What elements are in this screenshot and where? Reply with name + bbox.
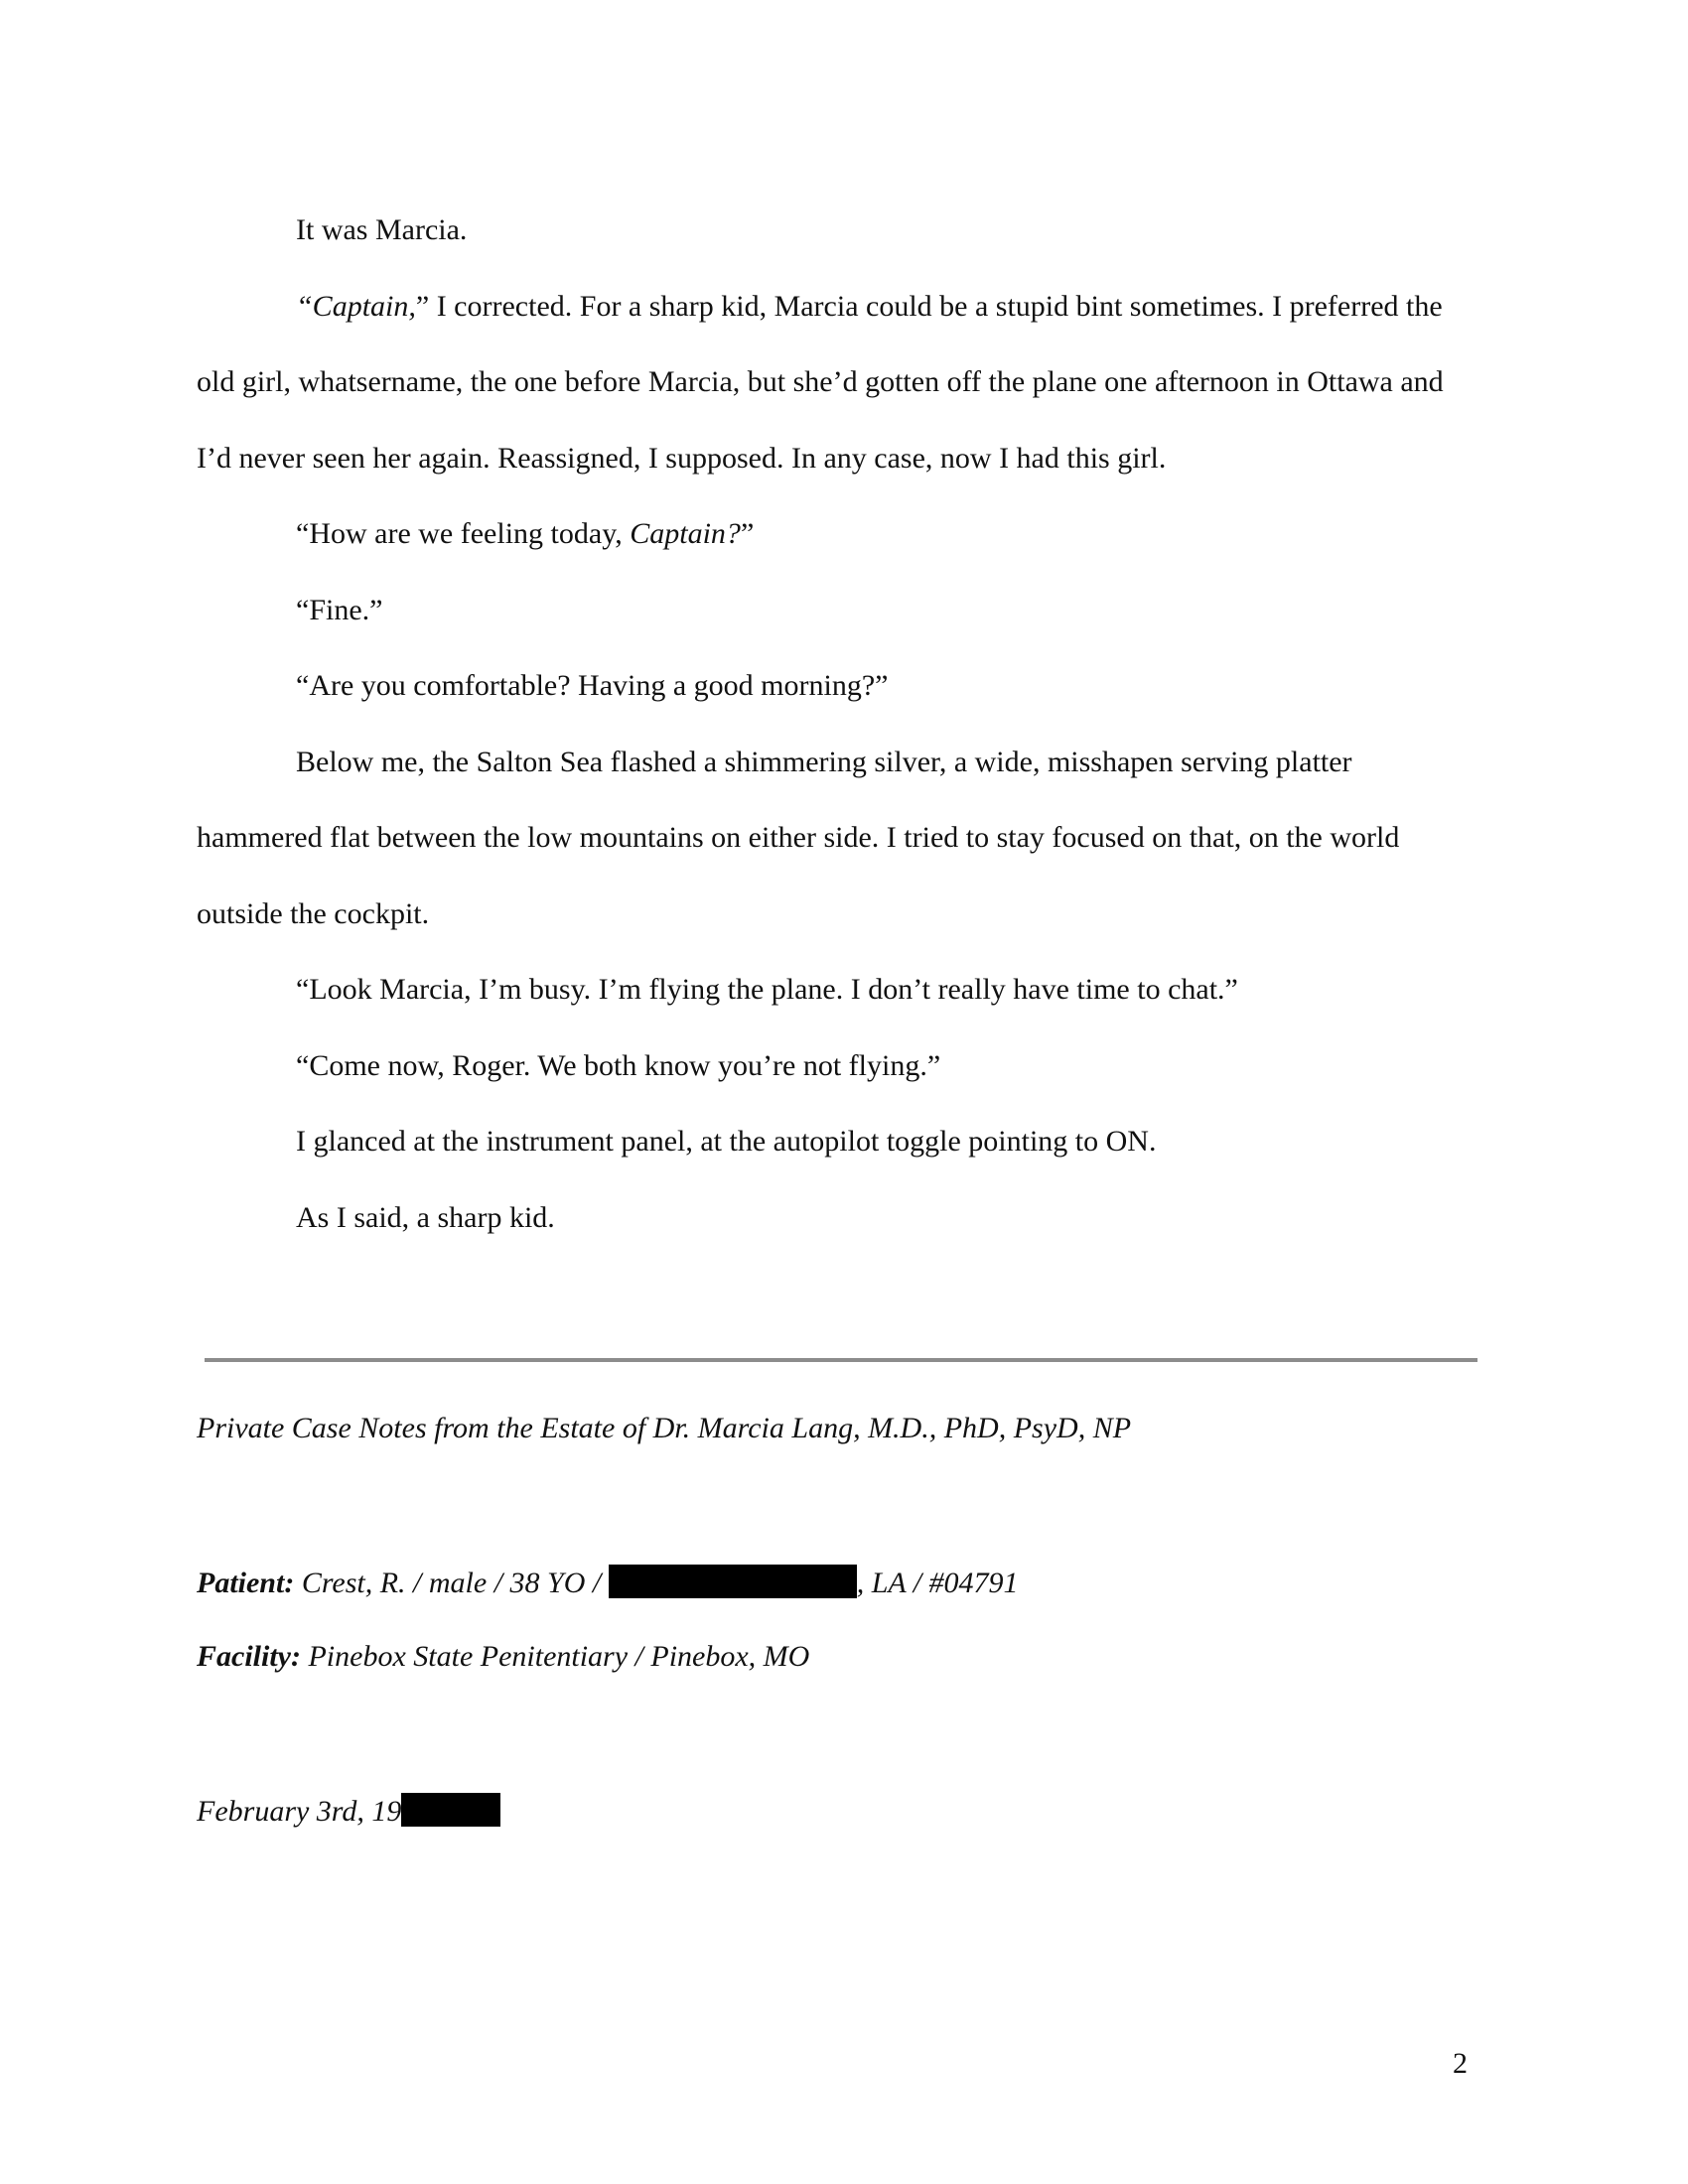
paragraph-2	[197, 269, 1477, 497]
facility-value: Pinebox State Penitentiary / Pinebox, MO	[308, 1640, 810, 1673]
case-notes-title: Private Case Notes from the Estate of Dr. Marcia Lang, M.D., PhD, PsyD, NP	[197, 1412, 1132, 1444]
paragraph-3-end: ”	[740, 517, 755, 550]
paragraph-7-text: “Look Marcia, I’m busy. I’m flying the plane. I don’t really have time to chat.”	[296, 973, 1238, 1006]
paragraph-4	[197, 573, 1477, 649]
section-divider	[205, 1358, 1477, 1362]
paragraph-7	[197, 952, 1477, 1028]
paragraph-2-italic: “Captain,	[296, 289, 416, 323]
patient-line	[197, 1565, 1487, 1600]
patient-value: Crest, R. / male / 38 YO /	[301, 1567, 602, 1599]
paragraph-3-text: “How are we feeling today,	[296, 517, 631, 550]
facility-label: Facility:	[197, 1640, 301, 1673]
paragraph-9-text: I glanced at the instrument panel, at the autopilot toggle pointing to ON.	[296, 1125, 1157, 1158]
paragraph-3-italic: Captain?	[630, 517, 741, 550]
page-number: 2	[1453, 2047, 1468, 2080]
paragraph-10	[197, 1180, 1477, 1257]
patient-label: Patient:	[197, 1567, 295, 1599]
story-text	[197, 193, 1477, 1256]
paragraph-1-text: It was Marcia.	[296, 213, 468, 246]
paragraph-6-text: Below me, the Salton Sea flashed a shimmering silver, a wide, misshapen serving platter hammered flat between the low mountains on either side. I tried to stay focused on that, on the world outside the cockpit.	[197, 745, 1400, 930]
facility-line	[197, 1640, 1487, 1674]
paragraph-9	[197, 1104, 1477, 1180]
paragraph-8-text: “Come now, Roger. We both know you’re not flying.”	[296, 1048, 941, 1082]
redaction-bar	[401, 1793, 500, 1827]
redaction-bar	[609, 1565, 857, 1598]
paragraph-1	[197, 193, 1477, 269]
paragraph-5	[197, 648, 1477, 725]
paragraph-6	[197, 725, 1477, 953]
paragraph-3	[197, 496, 1477, 573]
date-line	[197, 1793, 1487, 1829]
paragraph-10-text: As I said, a sharp kid.	[296, 1200, 555, 1234]
paragraph-8	[197, 1028, 1477, 1105]
paragraph-5-text: “Are you comfortable? Having a good morning?”	[296, 669, 889, 702]
date-text: February 3rd, 19	[197, 1795, 402, 1828]
paragraph-4-text: “Fine.”	[296, 593, 383, 626]
patient-value-suffix: , LA / #04791	[856, 1567, 1019, 1599]
paragraph-2-text: ” I corrected. For a sharp kid, Marcia could be a stupid bint sometimes. I preferred the old girl, whatsername, the one before Marcia, but she’d gotten off the plane one afternoon in Ottawa and I’d never seen her again. Reassigned, I supposed. In any case, now I had this girl.	[197, 289, 1444, 475]
